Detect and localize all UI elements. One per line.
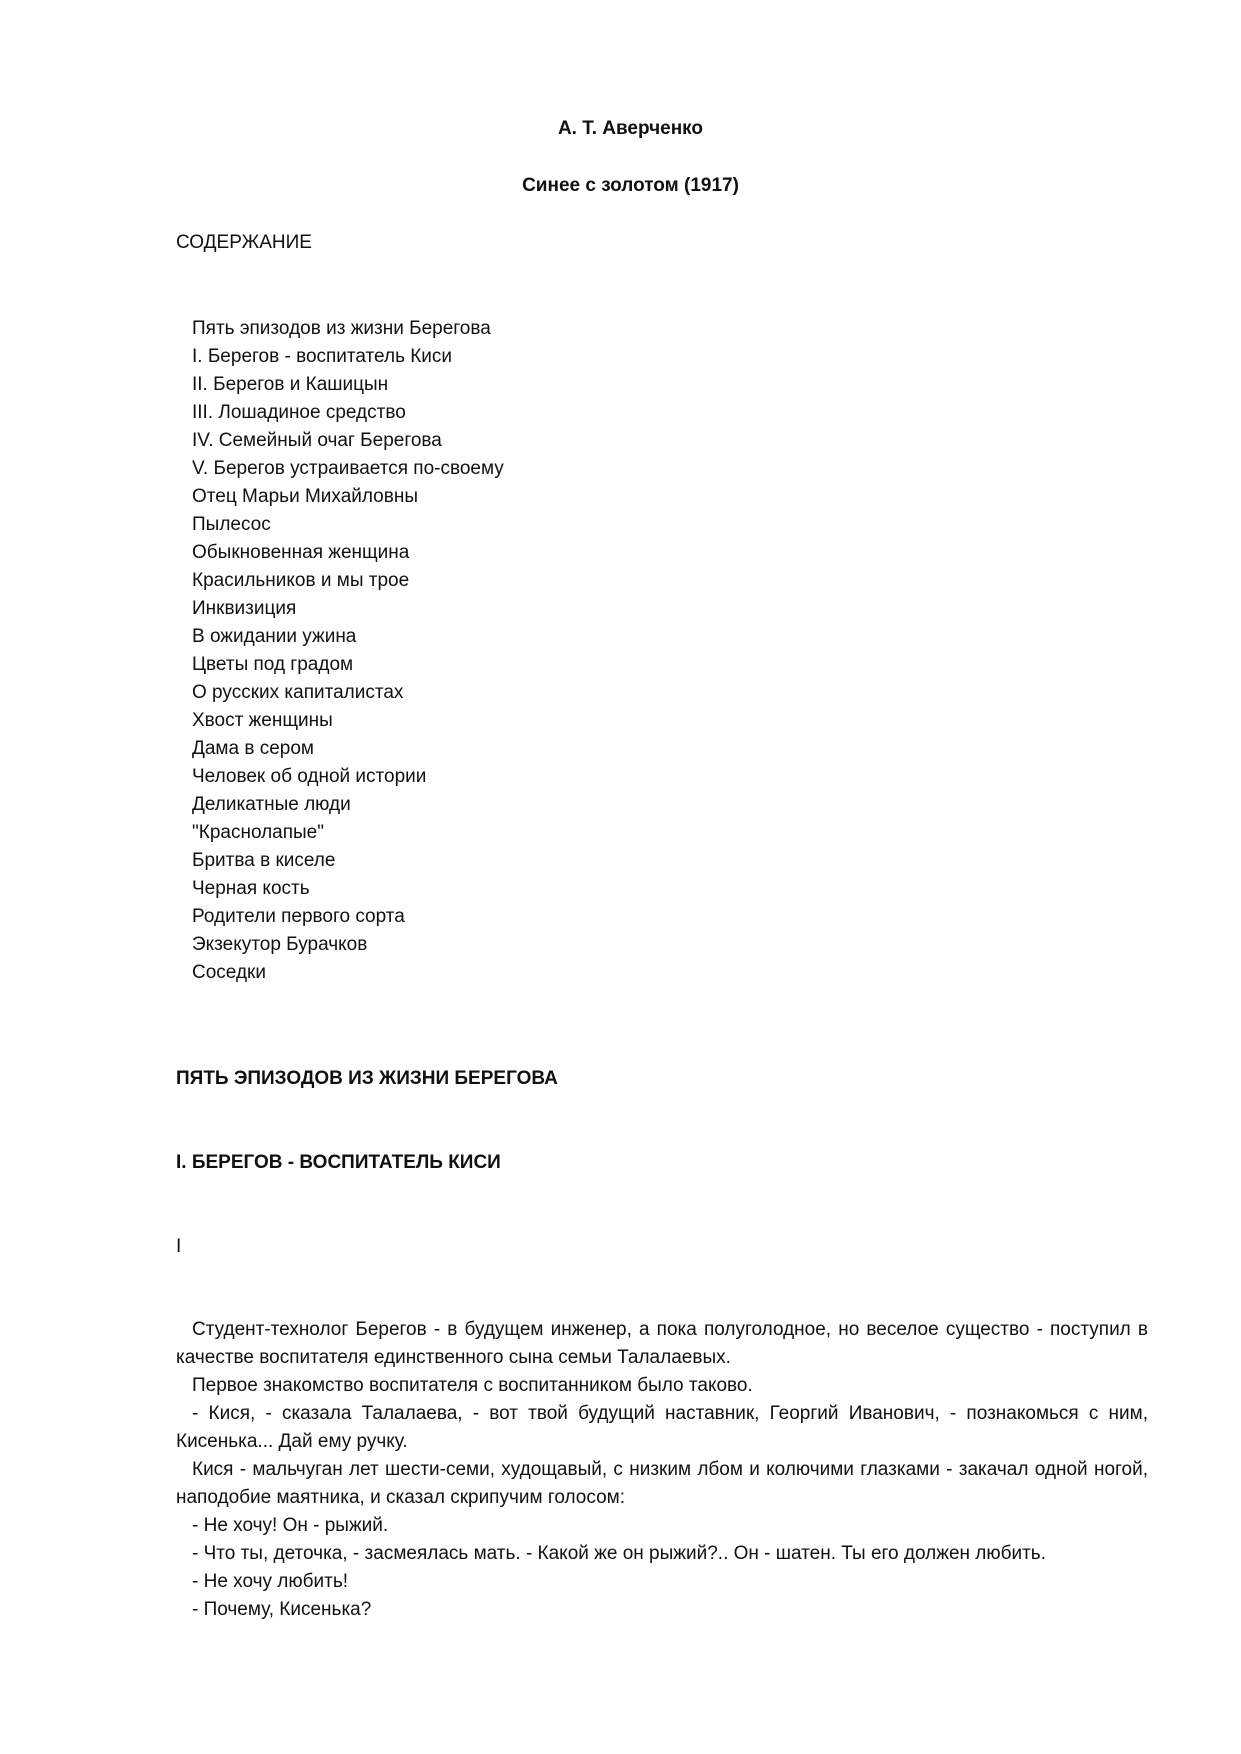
toc-item: Отец Марьи Михайловны	[192, 486, 418, 507]
toc-item: Хвост женщины	[192, 710, 333, 731]
toc-item: I. Берегов - воспитатель Киси	[192, 346, 453, 367]
toc-item: Деликатные люди	[192, 794, 351, 815]
toc-item: О русских капиталистах	[192, 682, 404, 703]
toc-item: Черная кость	[192, 878, 310, 899]
paragraph: - Что ты, деточка, - засмеялась мать. - Какой же он рыжий?.. Он - шатен. Ты его должен любить.	[192, 1543, 1046, 1564]
book-title: Синее с золотом (1917)	[522, 175, 739, 196]
toc-item: Соседки	[192, 962, 266, 983]
toc-item: Родители первого сорта	[192, 906, 405, 927]
toc-item: Инквизиция	[192, 598, 297, 619]
chapter-body	[176, 1316, 1148, 1624]
toc-item: V. Берегов устраивается по-своему	[192, 458, 504, 479]
paragraph: - Не хочу! Он - рыжий.	[192, 1515, 389, 1536]
table-of-contents	[192, 315, 504, 987]
paragraph: Кися - мальчуган лет шести-семи, худощавый, с низким лбом и колючими глазками - закачал одной ногой, наподобие маятника, и сказал скрипучим голосом:	[176, 1459, 1148, 1508]
paragraph: - Кися, - сказала Талалаева, - вот твой будущий наставник, Георгий Иванович, - познакомься с ним, Кисенька... Дай ему ручку.	[176, 1403, 1148, 1452]
paragraph: - Почему, Кисенька?	[192, 1599, 372, 1620]
toc-item: В ожидании ужина	[192, 626, 357, 647]
chapter-heading: I. БЕРЕГОВ - ВОСПИТАТЕЛЬ КИСИ	[176, 1152, 501, 1173]
part-number: I	[176, 1236, 182, 1257]
toc-item: Пять эпизодов из жизни Берегова	[192, 318, 491, 339]
paragraph: Студент-технолог Берегов - в будущем инженер, а пока полуголодное, но веселое существо - поступил в качестве воспитателя единственного сына семьи Талалаевых.	[176, 1319, 1148, 1368]
toc-item: Красильников и мы трое	[192, 570, 410, 591]
toc-item: Пылесос	[192, 514, 271, 535]
toc-item: Цветы под градом	[192, 654, 354, 675]
toc-item: "Краснолапые"	[192, 822, 324, 843]
author-name: А. Т. Аверченко	[557, 118, 704, 139]
paragraph: - Не хочу любить!	[192, 1571, 348, 1592]
toc-item: Экзекутор Бурачков	[192, 934, 368, 955]
toc-item: II. Берегов и Кашицын	[192, 374, 389, 395]
toc-item: Дама в сером	[192, 738, 314, 759]
paragraph: Первое знакомство воспитателя с воспитанником было таково.	[192, 1375, 753, 1396]
toc-item: Обыкновенная женщина	[192, 542, 410, 563]
toc-item: Человек об одной истории	[192, 766, 427, 787]
toc-item: Бритва в киселе	[192, 850, 336, 871]
section-heading: ПЯТЬ ЭПИЗОДОВ ИЗ ЖИЗНИ БЕРЕГОВА	[176, 1068, 558, 1089]
toc-item: IV. Семейный очаг Берегова	[192, 430, 442, 451]
toc-heading: СОДЕРЖАНИЕ	[176, 232, 312, 253]
toc-item: III. Лошадиное средство	[192, 402, 406, 423]
